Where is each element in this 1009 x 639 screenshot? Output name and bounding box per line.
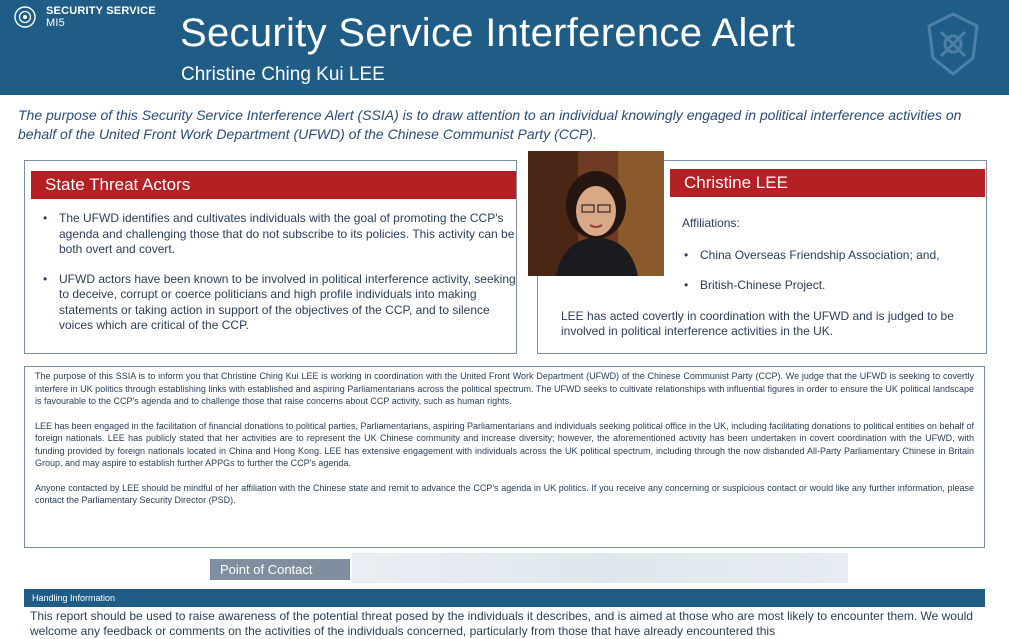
royal-crest-icon [917, 8, 989, 80]
subject-photo [528, 151, 664, 276]
body-paragraph: Anyone contacted by LEE should be mindful of her affiliation with the Chinese state and remit to advance the CCP's agenda in UK politics. If you receive any concerning or suspicious contact or would like any further information, please contact the Parliamentary Security Director (PSD). [35, 482, 974, 505]
handling-text: This report should be used to raise awareness of the potential threat posed by the individuals it describes, and is aimed at those who are most likely to encounter them. We would welcome any feedback or comments on the activities of the individuals concerned, particularly from those that have already encountered this [30, 609, 973, 638]
list-item: • China Overseas Friendship Association; and, [684, 248, 939, 263]
page-title: Security Service Interference Alert [180, 11, 796, 55]
threat-actors-list [37, 211, 519, 348]
affiliations-list [684, 248, 939, 308]
affiliations-label: Affiliations: [682, 216, 740, 230]
threat-actors-heading: State Threat Actors [31, 171, 516, 199]
threat-actors-panel [24, 160, 517, 354]
subject-summary: LEE has acted covertly in coordination with the UFWD and is judged to be involved in political interference activities in the UK. [561, 309, 954, 338]
list-item: • The UFWD identifies and cultivates individuals with the goal of promoting the CCP's agenda and challenging those that do not subscribe to its policies. This activity can be both overt and covert. [59, 211, 519, 258]
logo-text [46, 5, 156, 29]
security-service-crest-icon [14, 6, 36, 28]
purpose-statement: The purpose of this Security Service Interference Alert (SSIA) is to draw attention to an individual knowingly engaged in political interference activities on behalf of the United Front Work Department (UFWD) of the Chinese Communist Party (CCP). [18, 107, 962, 142]
subject-heading: Christine LEE [670, 169, 985, 197]
list-item: • British-Chinese Project. [684, 278, 939, 293]
redacted-contact-area [352, 553, 848, 583]
logo-title: SECURITY SERVICE [46, 5, 156, 17]
assessment-body [24, 366, 985, 548]
point-of-contact-label: Point of Contact [210, 559, 350, 580]
header-banner [0, 0, 1009, 95]
handling-info-bar: Handling Information [24, 589, 985, 607]
body-paragraph: LEE has been engaged in the facilitation of financial donations to political parties, Parliamentarians, aspiring Parliamentarians and individuals seeking political office in the UK, including facilitating donations to political entities on behalf of foreign nationals. LEE has publicly stated that her activities are to represent the UK Chinese community and increase diversity; however, the aforementioned activity has been undertaken in covert coordination with the UFWD, with funding provided by foreign nationals located in China and Hong Kong. LEE has extensive engagement with individuals across the UK political spectrum, including through the now disbanded All-Party Parliamentary Chinese in Britain Group, and may aspire to establish further APPGs to further the CCP's agenda. [35, 420, 974, 468]
body-paragraph: The purpose of this SSIA is to inform you that Christine Ching Kui LEE is working in coordination with the United Front Work Department (UFWD) of the Chinese Communist Party (CCP). We judge that the UFWD is seeking to covertly interfere in UK politics through establishing links with established and aspiring Parliamentarians across the political spectrum. The UFWD seeks to cultivate relationships with influential figures in order to ensure the UK political landscape is favourable to the CCP's agenda and to challenge those that raise concerns about CCP activity, such as human rights. [35, 371, 974, 406]
subject-name: Christine Ching Kui LEE [181, 64, 385, 85]
logo-subtitle: MI5 [46, 17, 65, 29]
portrait-image [528, 151, 664, 276]
list-item: • UFWD actors have been known to be involved in political interference activity, seeking to deceive, corrupt or coerce politicians and high profile individuals into making statements or taking action in support of the objectives of the CCP, and to silence voices which are critical of the CCP. [59, 272, 519, 334]
